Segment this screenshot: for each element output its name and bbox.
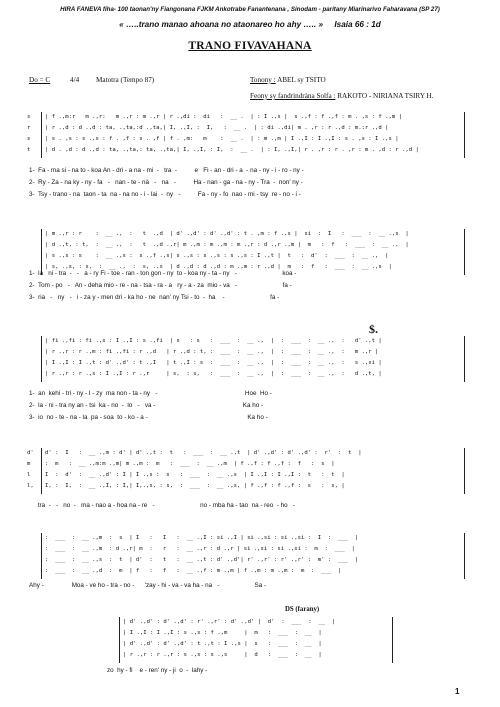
- lyric-line: 1- Fa - ma si - na to - koa An - dri - a na - mi - tra - e Fi - an - dri - a - na - ny - i - ro - ny -: [29, 167, 304, 174]
- verse-line: [0, 20, 500, 29]
- hymnal-header: HIRA FANEVA fiha- 100 taonan'ny Fiangonana FJKM Ankotrabe Fanantenana , Sinodam - paritany Miarinarivo Faharavana (SP 27): [60, 6, 440, 13]
- solfa-voice-row: | r .,r : r .,s : I .,I : r .,r | s, : s, : ___ : __ ., | : ___ : __ ., : d .,t, |: [45, 371, 382, 377]
- lyricist-credit: Tonony : ABEL sy TSITO: [250, 76, 326, 84]
- voice-label: s: [27, 136, 31, 142]
- solfa-voice-row: | s .,s : s : __ .,s : s .,f .,s| s .,s : s .,s : s .,s : I .,t | t : d' : ___ : __ ., |: [45, 253, 389, 259]
- lyric-line: 2- Tom - po - An - deha mio - re - na - tsa - ra - a ry - a - za mio - va - fa -: [29, 282, 292, 289]
- solfa-voice-row: | r .,r : r .,m : fi .,fi : r .,d | r .,d : t, : ___ : __ ., | : ___ : __ ., : m .,r |: [45, 349, 379, 355]
- voice-label: t: [27, 147, 31, 153]
- solfa-voice-row: | d . ,d : d .,d : ta, .,ta,: ta, .,ta,| I, .,I, : I, : __ . | : I, .,I,| r . ,r : r . ,r : m . ,d : r .,d |: [45, 147, 419, 153]
- solfa-voice-row: : ___ : __ .,m : d .,r| m : r : __ .,r : d .,r | si .,si : si .,si : m : ___ |: [45, 546, 355, 552]
- solfa-voice-row: : ___ : __ .,m : s | I : I : __ .,I : si .,I | si .,si : si .,si : I : ___ |: [45, 535, 359, 541]
- solfa-voice-row: | s, .,s, : s, : __ ., : s, .,s | d .,d : d .,d : m .,m : r .,d | m : f : ___ : __ .,s |: [45, 264, 392, 270]
- key-signature: Do = C: [29, 76, 51, 84]
- solfa-voice-row: | s . ,s : s .,s : f . ,f : s . ,f | f . ,m: m : __ . | : m .,m | I .,I : I .,I : s . ,s : I .,s |: [45, 136, 399, 142]
- solfa-voice-row: d' : I : __ .,m : d' | d' .,t : t : ___ : __ .,t | d' .,d' : d' .,d' : r' : t |: [45, 450, 362, 456]
- lyric-line: tra - - no - ma - nao a - hoa na - re - no - mba ha - tao na - reo - ho -: [29, 502, 295, 509]
- solfa-voice-row: | r .,r : r .,r : s .,s : s .,s | d : ___ : __ |: [123, 652, 322, 658]
- lyric-line: 3- Tsy - trano - na taon - ta na - na no - i - lai - ny - Fa - ny - fo nao - mi - tsy re - no - i -: [29, 191, 301, 198]
- solfa-voice-row: | d .,t, : t, : __ ., : t .,d .,r| m .,m : m .,m : m .,r : d .,r .,m | m : f : ___ : __ ., |: [45, 242, 409, 248]
- voice-label: d': [27, 450, 34, 456]
- solfa-voice-row: : ___ : __ .,d : m | f : f : __ .,f : m .,m | f .,m : m .,m : m : ___ |: [45, 568, 342, 574]
- lyric-line: 3- io no - te - na - la pa - soa to - ko - a - Ka ho -: [29, 414, 268, 421]
- lyric-line: zo hy - fi e - ren' ny - ji o - lahy -: [107, 667, 208, 674]
- solfa-voice-row: I, : I, : __ .,I, : I,| I,.,s, : s, : ___ : __ .,s, | f .,f : f .,f : s : s, |: [45, 483, 345, 489]
- lyric-line: 1- la ni - tra - - a - ry Fi - toe - ran - ton gon - ny to - koa ny - ta - ny - koa -: [29, 270, 297, 277]
- verse-reference: Isaia 66 : 1d: [334, 20, 381, 29]
- dal-segno-marking: DS (farany): [285, 606, 320, 613]
- solfa-voice-row: | f .,m:r m .,r: m .,r : m .,r | r .,di : di : __ . | : I .,s | s .,f : f .,f : m . ,s : f .,m |: [45, 114, 402, 120]
- solfa-voice-row: | fi .,fi : fi .,s : I .,I : s .,fi | s : s : ___ : __ ., | : ___ : __ ., : d' .,t |: [45, 338, 382, 344]
- solfa-voice-row: : m : __ .,m:m .,m| m .,m : m : ___ : __ .,m | f .,f : f .,f : f : s |: [45, 461, 335, 467]
- solfa-voice-row: | m .,r : r : __ ., : t .,d | d' .,d' : d' .,d' : t . ,m : f .,s | si : I : ___ : __ .,s |: [45, 231, 409, 237]
- page-number: 1: [455, 687, 460, 696]
- solfa-voice-row: | r .,d : d .,d : ta, .,ta,:d .,ta,| I, .,I, : I, : __ . | : di .,di| m . ,r : r .,d : m.:r .,d |: [45, 125, 389, 131]
- time-signature: 4/4: [70, 76, 80, 84]
- segno-sign: $.: [369, 322, 378, 336]
- voice-label: r: [27, 125, 31, 131]
- lyric-line: Ahy - Moa - ve ho - tra - no - 'zay - hi - va - va ha - na - Sa -: [29, 582, 267, 589]
- verse-quote: « …..trano manao ahoana no ataonareo ho ahy ….. »: [119, 20, 323, 29]
- arranger-credit: Feony sy fandrindràna Solfa : RAKOTO - NIRIANA TSIRY H.: [250, 92, 434, 100]
- lyric-line: 2- la - ni - tra ny an - tsi ka - no - lo - va - Ka ho -: [29, 402, 264, 409]
- lyric-line: 2- Ry - Za - na ky - ny - fa - nan - te - nà - na - Ha - nan - ga - na - ny - Tra - non' ny -: [29, 179, 303, 186]
- solfa-voice-row: I : d' : __ .,d' : I | I .,s : s : ___ : __ .,s | I .,I : I .,I : t : t |: [45, 472, 345, 478]
- solfa-voice-row: | d' .,d' : d' .,d' : r' .,r' : d' .,d' | d' : ___ : __ |: [123, 619, 336, 625]
- lyric-line: 3- ria - ny - i - za y - men dri - ka ho - ne nan' ny Tsi - to - ha - fa -: [29, 294, 280, 301]
- solfa-voice-row: | I .,I : I .,t : d' .,d' : t .,I | t .,I : s : ___ : __ ., | : ___ : __ ., : s .,si |: [45, 360, 382, 366]
- lyric-line: 1- an kehi - tri - ny - I - zy ma non - ta - ny - Hoe Ho -: [29, 390, 272, 397]
- tempo-marking: Matotra (Tempo 87): [96, 76, 155, 84]
- solfa-voice-row: : ___ : __ .,s : t | d' : t : __ .,t : d' .,d'| r' .,r' : r' .,r' : m' : ___ |: [45, 557, 359, 563]
- voice-label: l: [27, 472, 31, 478]
- voice-label: l,: [27, 483, 34, 489]
- solfa-voice-row: | I .,I : I .,I : s .,s : f .,m | m : ___ : __ |: [123, 630, 322, 636]
- solfa-voice-row: | d' .,d' : d' .,d' : t .,t : I .,s | s : ___ : __ |: [123, 641, 322, 647]
- voice-label: m: [27, 461, 31, 467]
- song-title: TRANO FIVAVAHANA: [188, 40, 312, 52]
- voice-label: s: [27, 114, 31, 120]
